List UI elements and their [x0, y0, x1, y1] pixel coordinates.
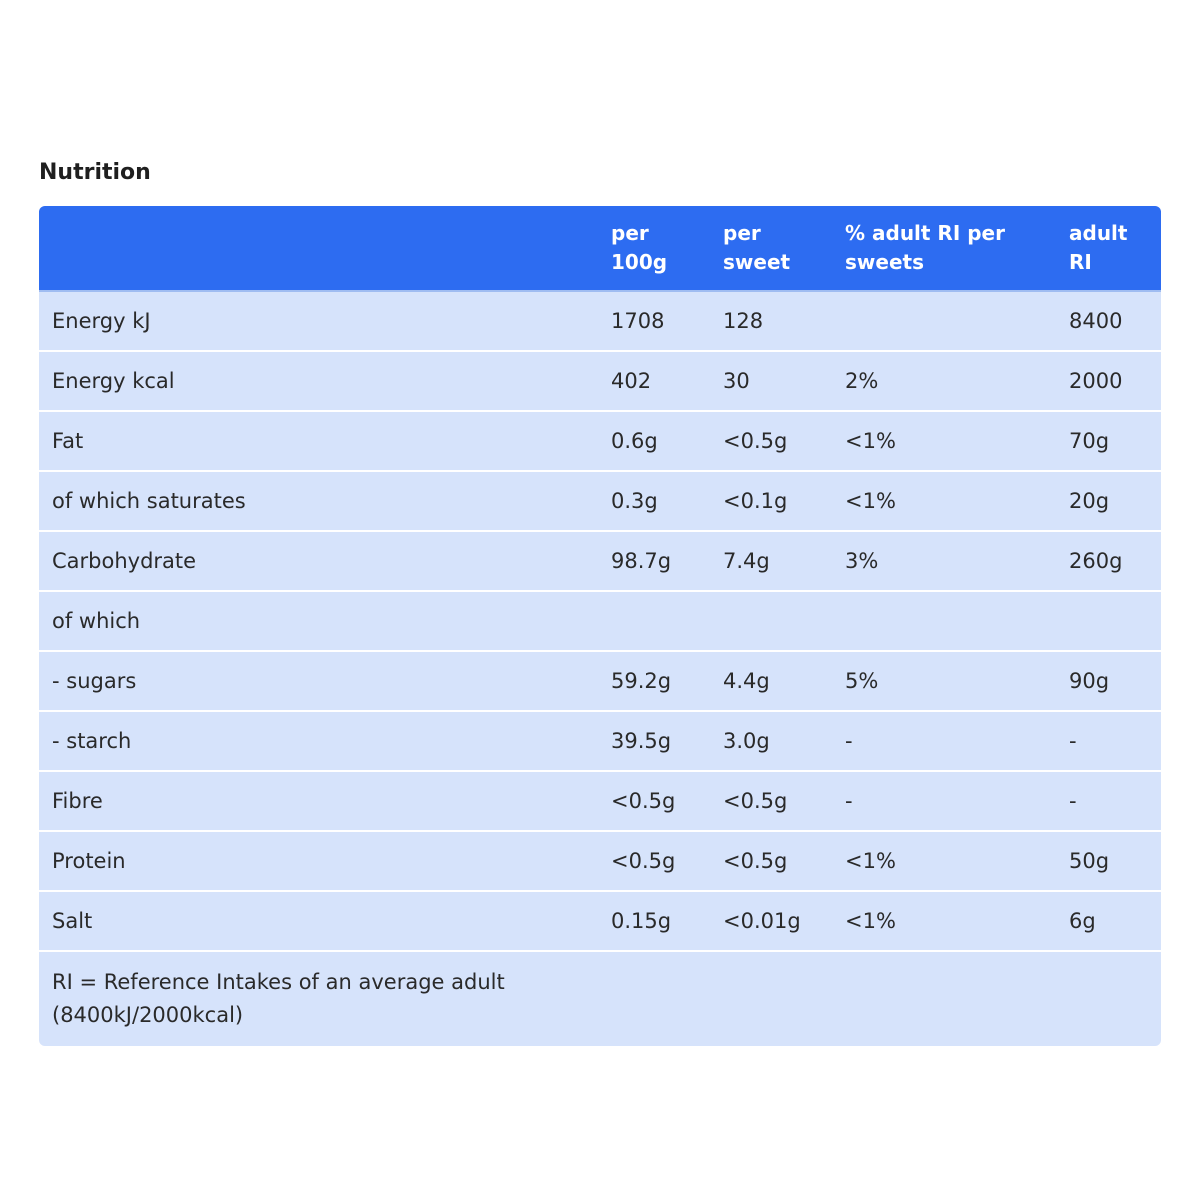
per-sweet-value: 30	[723, 369, 750, 393]
adult-ri-value: 90g	[1069, 669, 1110, 693]
table-row	[39, 771, 1161, 831]
nutrient-name: - sugars	[52, 669, 137, 693]
table-row	[39, 891, 1161, 951]
per-100g-value: <0.5g	[611, 789, 676, 813]
section-title: Nutrition	[39, 160, 151, 185]
per-100g-value: 98.7g	[611, 549, 672, 573]
table-row	[39, 831, 1161, 891]
per-100g-value: 0.3g	[611, 489, 658, 513]
nutrient-name: Energy kcal	[52, 369, 175, 393]
nutrient-name: Fibre	[52, 789, 103, 813]
table-row	[39, 291, 1161, 351]
nutrient-name: Carbohydrate	[52, 549, 197, 573]
ri-percent-value: <1%	[845, 429, 896, 453]
per-sweet-value: 128	[723, 309, 764, 333]
ri-percent-value	[832, 591, 1056, 651]
nutrition-table	[39, 206, 1161, 1046]
per-sweet-value	[710, 591, 832, 651]
per-sweet-value: 7.4g	[723, 549, 770, 573]
per-sweet-value: 3.0g	[723, 729, 770, 753]
ri-percent-value: -	[845, 729, 853, 753]
per-100g-value: 59.2g	[611, 669, 672, 693]
per-sweet-value: <0.01g	[723, 909, 801, 933]
ri-percent-value	[832, 291, 1056, 351]
per-100g-value: 0.15g	[611, 909, 672, 933]
nutrient-name: Energy kJ	[52, 309, 151, 333]
adult-ri-value: 70g	[1069, 429, 1110, 453]
table-row	[39, 711, 1161, 771]
ri-percent-value: 2%	[845, 369, 879, 393]
header-cell-nutrient	[39, 206, 598, 291]
per-100g-value: 402	[611, 369, 652, 393]
header-cell-adult-ri: adult RI	[1056, 206, 1161, 291]
adult-ri-value: 8400	[1069, 309, 1123, 333]
per-sweet-value: <0.5g	[723, 429, 788, 453]
per-100g-value: 1708	[611, 309, 665, 333]
table-row	[39, 471, 1161, 531]
adult-ri-value: 260g	[1069, 549, 1123, 573]
adult-ri-value: 20g	[1069, 489, 1110, 513]
footnote-cell	[39, 951, 1161, 1046]
nutrition-table-container	[39, 206, 1161, 1046]
table-row	[39, 651, 1161, 711]
ri-percent-value: 5%	[845, 669, 879, 693]
per-100g-value	[598, 591, 710, 651]
per-sweet-value: <0.5g	[723, 849, 788, 873]
adult-ri-value: -	[1069, 789, 1077, 813]
adult-ri-value	[1056, 591, 1161, 651]
table-row	[39, 411, 1161, 471]
header-cell-per-100g: per 100g	[598, 206, 710, 291]
adult-ri-value: -	[1069, 729, 1077, 753]
per-sweet-value: 4.4g	[723, 669, 770, 693]
per-100g-value: 39.5g	[611, 729, 672, 753]
ri-percent-value: <1%	[845, 909, 896, 933]
nutrient-name: of which saturates	[52, 489, 246, 513]
per-sweet-value: <0.1g	[723, 489, 788, 513]
adult-ri-value: 6g	[1069, 909, 1096, 933]
nutrient-name: of which	[52, 609, 141, 633]
per-100g-value: 0.6g	[611, 429, 658, 453]
table-row	[39, 591, 1161, 651]
per-100g-value: <0.5g	[611, 849, 676, 873]
ri-percent-value: -	[845, 789, 853, 813]
table-row	[39, 531, 1161, 591]
nutrient-name: Salt	[52, 909, 93, 933]
nutrient-name: Protein	[52, 849, 126, 873]
adult-ri-value: 50g	[1069, 849, 1110, 873]
per-sweet-value: <0.5g	[723, 789, 788, 813]
header-row	[39, 206, 1161, 291]
table-row	[39, 351, 1161, 411]
footnote-row	[39, 951, 1161, 1046]
nutrient-name: Fat	[52, 429, 84, 453]
header-cell-per-sweet: per sweet	[710, 206, 832, 291]
ri-percent-value: 3%	[845, 549, 879, 573]
footnote-text: RI = Reference Intakes of an average adult (8400kJ/2000kcal)	[52, 970, 505, 1027]
header-cell-ri-percent: % adult RI per sweets	[832, 206, 1056, 291]
adult-ri-value: 2000	[1069, 369, 1123, 393]
ri-percent-value: <1%	[845, 489, 896, 513]
nutrient-name: - starch	[52, 729, 132, 753]
ri-percent-value: <1%	[845, 849, 896, 873]
